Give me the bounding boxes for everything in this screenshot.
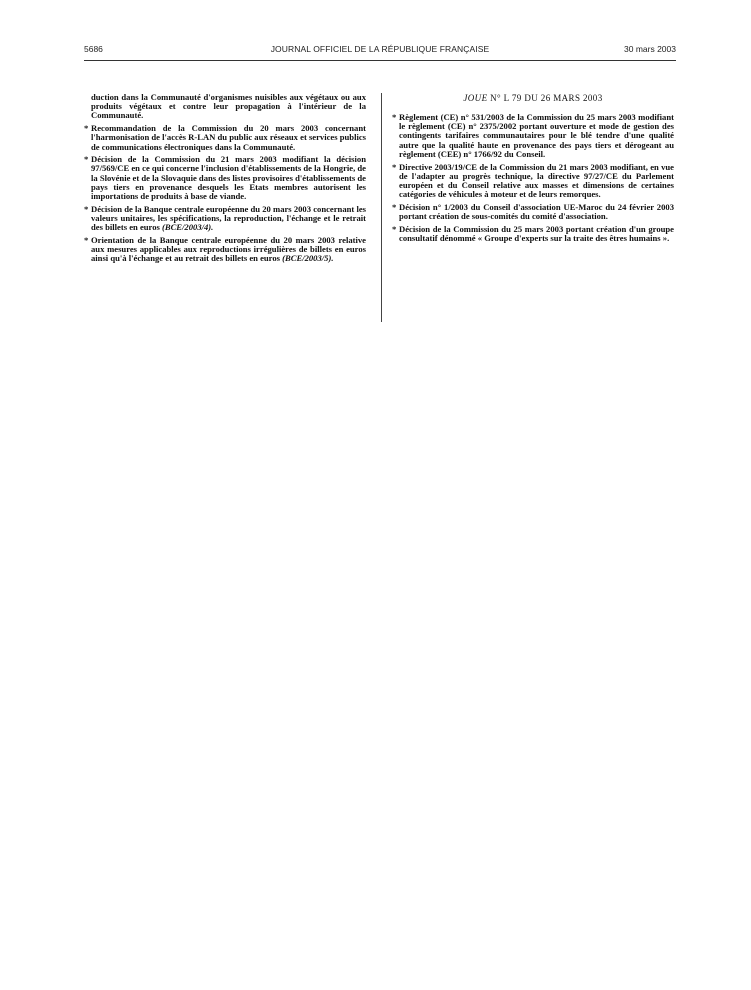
page-header [84, 44, 676, 58]
header-rule [84, 60, 676, 61]
entry-reference: (BCE/2003/5). [282, 253, 334, 264]
asterisk-bullet: * [392, 161, 397, 172]
list-item [84, 124, 366, 152]
entry-text: Décision de la Commission du 21 mars 2003 modifiant la décision 97/569/CE en ce qui concerne l'inclusion d'établissements de la Hongrie, de la Slovénie et de la Slovaquie dans des listes provisoires d'établissements de pays tiers en provenance desquels les Etats membres autorisent les importations de produits à base de viande. [91, 154, 366, 202]
journal-title: JOURNAL OFFICIEL DE LA RÉPUBLIQUE FRANÇAISE [270, 44, 490, 54]
asterisk-bullet: * [392, 112, 397, 122]
continued-entry: duction dans la Communauté d'organismes nuisibles aux végétaux ou aux produits végétaux et contre leur propagation à l'intérieur de la Communauté. [91, 92, 366, 121]
section-title: JOUE N° L 79 DU 26 MARS 2003 [463, 93, 603, 103]
entry-text: Directive 2003/19/CE de la Commission du 21 mars 2003 modifiant, en vue de l'adapter au progrès technique, la directive 97/27/CE du Parlement européen et du Conseil relative aux masses et dimensions de certaines catégories de véhicules à moteur et de leurs remorques. [399, 161, 674, 200]
issue-date: 30 mars 2003 [624, 44, 676, 54]
list-item [84, 205, 366, 233]
list-item [392, 225, 674, 243]
list-item [392, 113, 674, 159]
list-item [392, 163, 674, 200]
entry-text: Décision de la Banque centrale européenne du 20 mars 2003 concernant les valeurs unitaires, les spécifications, la reproduction, l'échange et le retrait des billets en euros [91, 203, 366, 233]
entry-text: Recommandation de la Commission du 20 mars 2003 concernant l'harmonisation de l'accès R-LAN du public aux réseaux et services publics de communications électroniques dans la Communauté. [91, 123, 367, 152]
left-column [84, 93, 366, 267]
list-item [84, 236, 366, 264]
asterisk-bullet: * [392, 201, 397, 212]
asterisk-bullet: * [84, 154, 89, 165]
entry-text: Décision de la Commission du 25 mars 2003 portant création d'un groupe consultatif dénommé « Groupe d'experts sur la traite des êtres humains ». [399, 223, 674, 243]
right-column [392, 93, 674, 247]
asterisk-bullet: * [392, 223, 397, 234]
entry-text: Règlement (CE) n° 531/2003 de la Commission du 25 mars 2003 modifiant le règlement (CE) n° 2375/2002 portant ouverture et mode de gestion des contingents tarifaires communautaires pour le blé tendre d'une qualité autre que la qualité haute en provenance des pays tiers et dérogeant au règlement (CEE) n° 1766/92 du Conseil. [399, 112, 674, 159]
column-divider [381, 93, 382, 322]
asterisk-bullet: * [84, 123, 89, 134]
entry-reference: (BCE/2003/4). [161, 222, 214, 233]
list-item [392, 203, 674, 221]
asterisk-bullet: * [84, 234, 89, 245]
entry-text: Orientation de la Banque centrale européenne du 20 mars 2003 relative aux mesures applicables aux reproductions irrégulières de billets en euros ainsi qu'à l'échange et au retrait des billets en euros [91, 234, 366, 264]
asterisk-bullet: * [84, 203, 89, 214]
page-number: 5686 [84, 44, 103, 54]
entry-text: Décision n° 1/2003 du Conseil d'association UE-Maroc du 24 février 2003 portant création de sous-comités du comité d'association. [399, 201, 674, 222]
list-item [84, 155, 366, 201]
